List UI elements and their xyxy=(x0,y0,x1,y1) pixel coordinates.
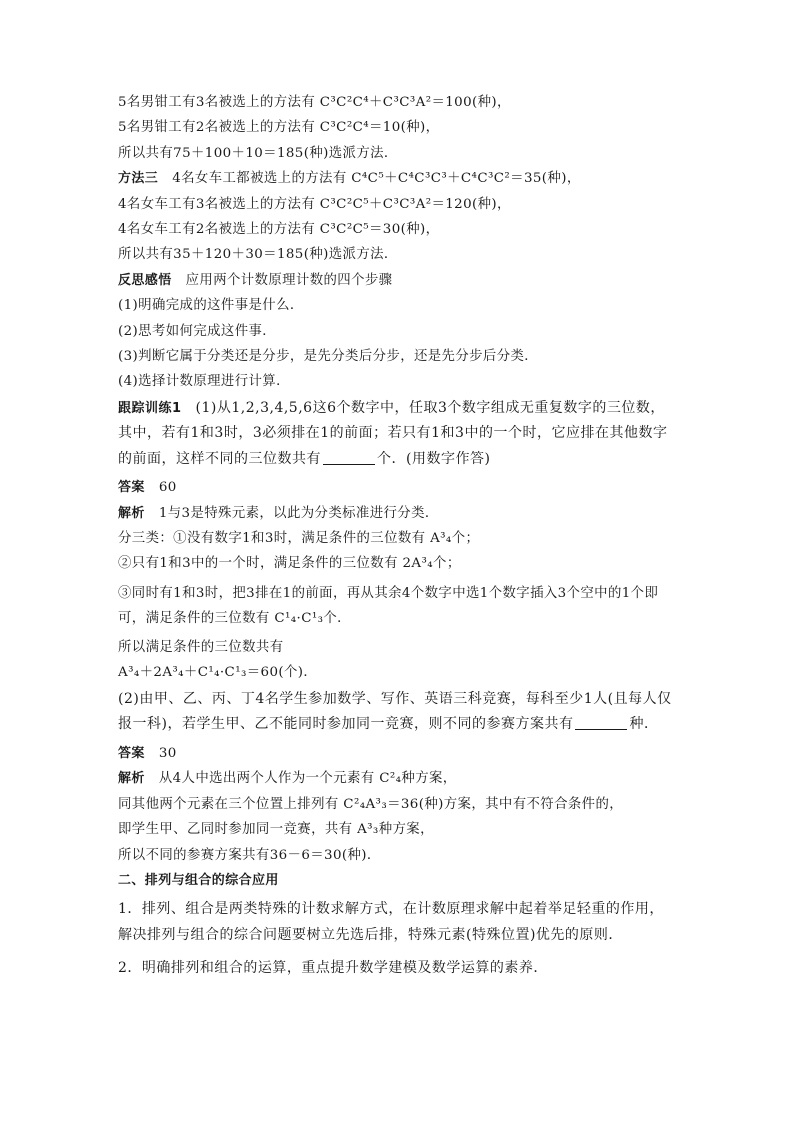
text-line: 4名女车工有3名被选上的方法有 C³C²C⁵＋C³C³A²＝120(种)， xyxy=(118,196,511,212)
section-item: 2．明确排列和组合的运算，重点提升数学建模及数学运算的素养． xyxy=(118,959,548,976)
text-line xyxy=(118,170,678,188)
text-span: (2)由甲、乙、丙、丁4名学生参加数学、写作、英语三科竞赛，每科至少1人(且每人仅报一科)，若学生甲、乙不能同时参加同一竞赛，则不同的参赛方案共有 xyxy=(118,690,672,733)
answer-value: 60 xyxy=(158,480,177,496)
section-item: 1．排列、组合是两类特殊的计数求解方式，在计数原理求解中起着举足轻重的作用，解决排列与组合的综合问题要树立先选后排，特殊元素(特殊位置)优先的原则． xyxy=(118,901,664,943)
text-span: 种． xyxy=(629,716,659,733)
text-line xyxy=(118,272,678,290)
text-line: ③同时有1和3时，把3排在1的前面，再从其余4个数字中选1个数字插入3个空中的1个即可，满足条件的三位数有 C¹₄·C¹₃个． xyxy=(118,585,659,627)
text-line: 所以共有35＋120＋30＝185(种)选派方法． xyxy=(118,247,398,263)
text-line: 4名女车工有2名被选上的方法有 C³C²C⁵＝30(种)， xyxy=(118,221,440,237)
text-line: (3)判断它属于分类还是分步，是先分类后分步，还是先分步后分类． xyxy=(118,348,539,364)
analysis-line xyxy=(118,770,678,788)
answer-line xyxy=(118,479,678,497)
text-line: 所以满足条件的三位数共有 xyxy=(118,640,284,656)
answer-label: 答案 xyxy=(118,480,145,496)
exercise1-question1 xyxy=(118,396,678,472)
answer-label: 答案 xyxy=(118,746,145,762)
text-line: 5名男钳工有2名被选上的方法有 C³C²C⁴＝10(种)， xyxy=(118,120,440,136)
exercise1-question2 xyxy=(118,687,678,738)
answer-blank xyxy=(575,715,627,730)
text-span: 从4人中选出两个人作为一个元素有 C²₄种方案， xyxy=(158,771,457,787)
text-line: (1)明确完成的这件事是什么． xyxy=(118,298,304,314)
text-line: 所以共有75＋100＋10＝185(种)选派方法． xyxy=(118,145,398,161)
text-line: A³₄＋2A³₄＋C¹₄·C¹₃＝60(个)． xyxy=(118,665,318,681)
text-span: (1)从1,2,3,4,5,6这6个数字中，任取3个数字组成无重复数字的三位数，其中，若有1和3时，3必须排在1的前面；若只有1和3中的一个时，它应排在其他数字的前面，这样不同的三位数共有 xyxy=(118,399,668,467)
document-content xyxy=(118,94,678,988)
section-title: 二、排列与组合的综合应用 xyxy=(118,873,279,888)
text-line: (2)思考如何完成这件事． xyxy=(118,323,277,339)
text-span: 应用两个计数原理计数的四个步骤 xyxy=(185,272,393,288)
answer-value: 30 xyxy=(158,746,177,762)
text-line: 分三类：①没有数字1和3时，满足条件的三位数有 A³₄个； xyxy=(118,531,480,547)
reflection-label: 反思感悟 xyxy=(118,272,172,288)
analysis-label: 解析 xyxy=(118,771,145,787)
analysis-line xyxy=(118,505,678,523)
method-label: 方法三 xyxy=(118,171,159,187)
analysis-label: 解析 xyxy=(118,505,145,521)
text-span: 1与3是特殊元素，以此为分类标准进行分类． xyxy=(158,505,439,521)
text-span: 4名女车工都被选上的方法有 C⁴C⁵＋C⁴C³C³＋C⁴C³C²＝35(种)， xyxy=(172,171,581,187)
text-line: 同其他两个元素在三个位置上排列有 C²₄A³₃＝36(种)方案，其中有不符合条件的， xyxy=(118,796,624,812)
text-span: 个．(用数字作答) xyxy=(377,450,491,467)
answer-blank xyxy=(323,450,375,465)
answer-line xyxy=(118,745,678,763)
exercise-label: 跟踪训练1 xyxy=(118,400,182,416)
text-line: 所以不同的参赛方案共有36－6＝30(种)． xyxy=(118,847,381,863)
text-line: (4)选择计数原理进行计算． xyxy=(118,374,290,390)
text-line: 即学生甲、乙同时参加同一竞赛，共有 A³₃种方案， xyxy=(118,822,434,838)
text-line: ②只有1和3中的一个时，满足条件的三位数有 2A³₄个； xyxy=(118,556,461,572)
text-line: 5名男钳工有3名被选上的方法有 C³C²C⁴＋C³C³A²＝100(种)， xyxy=(118,95,511,110)
